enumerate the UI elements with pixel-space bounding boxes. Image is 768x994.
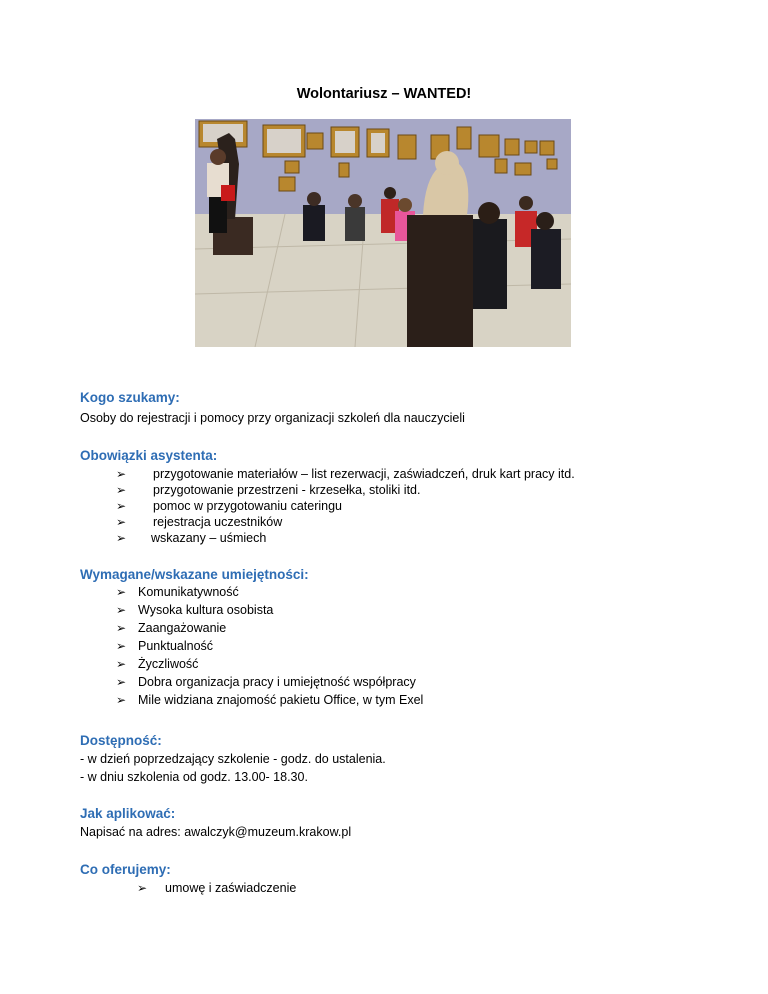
list-item: ➢ Punktualność (116, 639, 214, 653)
arrow-bullet-icon: ➢ (116, 603, 127, 617)
arrow-bullet-icon: ➢ (116, 657, 127, 671)
list-item: ➢ przygotowanie przestrzeni - krzesełka, stoliki itd. (116, 483, 421, 497)
heading-dostepnosc: Dostępność: (80, 733, 162, 748)
dostepnosc-line-2: - w dniu szkolenia od godz. 13.00- 18.30. (80, 770, 308, 784)
heading-co-oferujemy: Co oferujemy: (80, 862, 171, 877)
arrow-bullet-icon: ➢ (116, 483, 127, 497)
list-item: ➢ przygotowanie materiałów – list rezerwacji, zaświadczeń, druk kart pracy itd. (116, 467, 575, 481)
dostepnosc-line-1: - w dzień poprzedzający szkolenie - godz. do ustalenia. (80, 752, 386, 766)
list-item: ➢ Komunikatywność (116, 585, 239, 599)
list-item: ➢ rejestracja uczestników (116, 515, 283, 529)
arrow-bullet-icon: ➢ (116, 515, 127, 529)
obowiazki-list (116, 466, 676, 546)
list-item: ➢ pomoc w przygotowaniu cateringu (116, 499, 342, 513)
museum-photo (195, 119, 571, 347)
list-item: ➢ Zaangażowanie (116, 621, 227, 635)
arrow-bullet-icon: ➢ (137, 881, 148, 895)
list-item: ➢ Mile widziana znajomość pakietu Office, w tym Exel (116, 693, 424, 707)
apply-email-text: Napisać na adres: awalczyk@muzeum.krakow.pl (80, 825, 352, 839)
list-item: ➢ wskazany – uśmiech (116, 531, 267, 545)
heading-obowiazki: Obowiązki asystenta: (80, 448, 218, 463)
heading-jak-aplikowac: Jak aplikować: (80, 806, 176, 821)
oferta-list (137, 880, 537, 896)
heading-umiejetnosci: Wymagane/wskazane umiejętności: (80, 567, 309, 582)
list-item: ➢ Życzliwość (116, 657, 199, 671)
arrow-bullet-icon: ➢ (116, 585, 127, 599)
kogo-szukamy-text: Osoby do rejestracji i pomocy przy organizacji szkoleń dla nauczycieli (80, 411, 465, 425)
list-item: ➢ Wysoka kultura osobista (116, 603, 274, 617)
arrow-bullet-icon: ➢ (116, 639, 127, 653)
heading-kogo-szukamy: Kogo szukamy: (80, 390, 180, 405)
arrow-bullet-icon: ➢ (116, 675, 127, 689)
arrow-bullet-icon: ➢ (116, 499, 127, 513)
page-title: Wolontariusz – WANTED! (296, 86, 472, 102)
arrow-bullet-icon: ➢ (116, 621, 127, 635)
arrow-bullet-icon: ➢ (116, 467, 127, 481)
umiejetnosci-list (116, 584, 676, 710)
list-item: ➢ umowę i zaświadczenie (137, 881, 297, 895)
arrow-bullet-icon: ➢ (116, 531, 127, 545)
list-item: ➢ Dobra organizacja pracy i umiejętność współpracy (116, 675, 416, 689)
arrow-bullet-icon: ➢ (116, 693, 127, 707)
